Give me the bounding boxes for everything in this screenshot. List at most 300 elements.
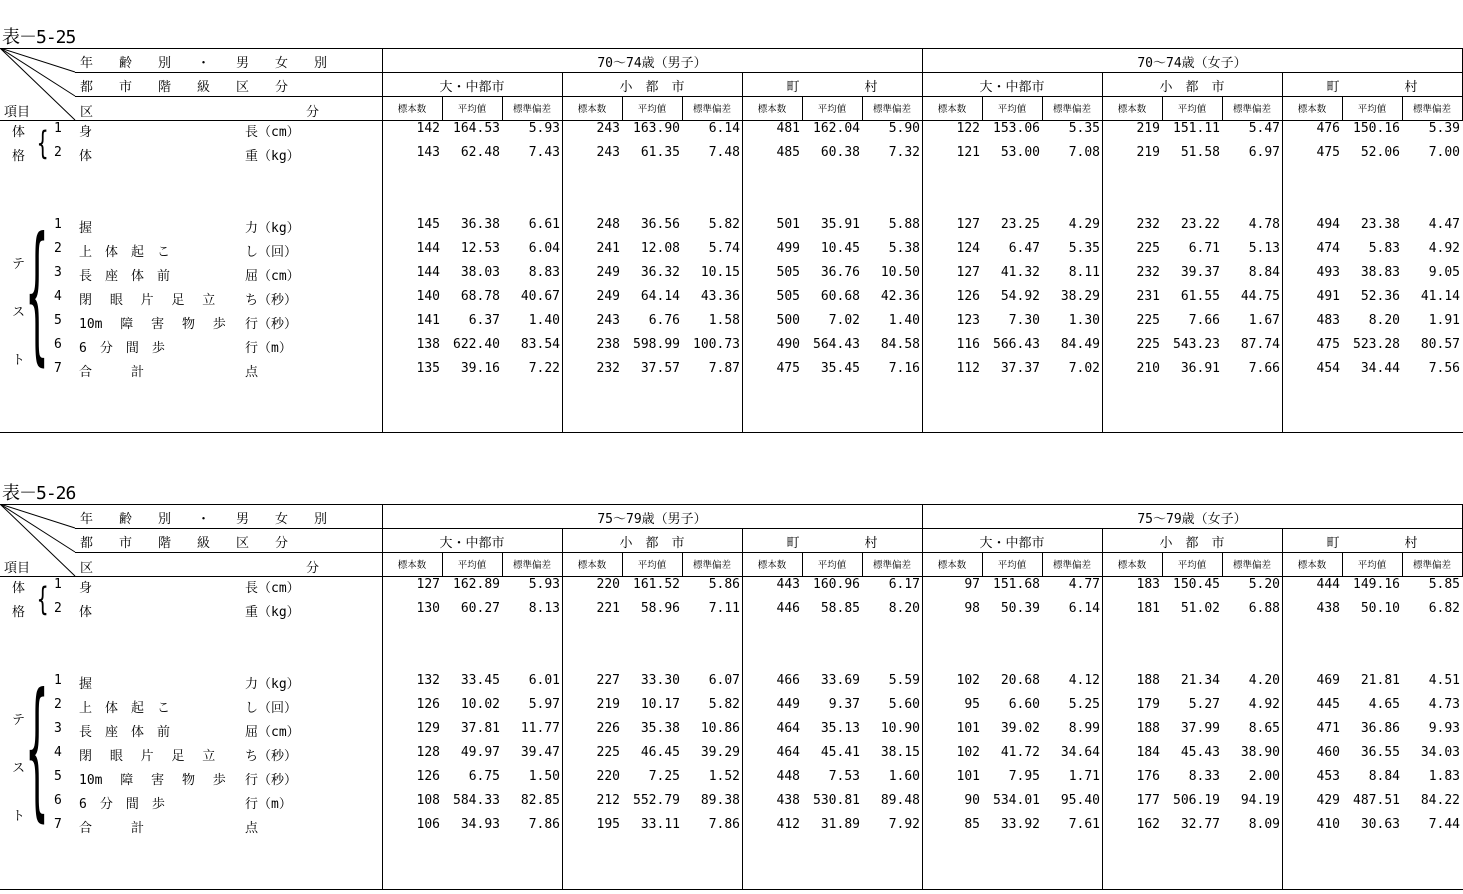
data-cell: 219 [1136,121,1160,136]
data-cell: 438 [776,793,800,808]
data-cell: 8.99 [1068,721,1100,736]
header-region: 大・中都市 [979,536,1045,551]
data-cell: 41.32 [1000,265,1040,280]
rule-line [0,889,1463,890]
data-cell: 5.27 [1188,697,1220,712]
data-cell: 10.02 [460,697,500,712]
data-cell: 464 [776,721,800,736]
data-cell: 95 [964,697,980,712]
data-cell: 39.02 [1000,721,1040,736]
data-cell: 36.55 [1360,745,1400,760]
data-cell: 1.60 [888,769,920,784]
data-cell: 142 [416,121,440,136]
data-cell: 39.47 [520,745,560,760]
rule-line [862,552,863,576]
row-item-name: 閉 眼 片 足 立 [79,749,216,764]
header-stat-col: 標準偏差 [1412,104,1451,115]
data-cell: 150.45 [1173,577,1220,592]
rule-line [75,72,1463,73]
data-cell: 35.45 [820,361,860,376]
data-cell: 4.73 [1428,697,1460,712]
data-cell: 98 [964,601,980,616]
data-cell: 37.57 [640,361,680,376]
data-cell: 38.29 [1060,289,1100,304]
data-cell: 7.61 [1068,817,1100,832]
data-cell: 184 [1136,745,1160,760]
data-cell: 5.74 [708,241,740,256]
header-stat-col: 平均値 [637,104,667,115]
data-cell: 7.48 [708,145,740,160]
row-item-name: 10m 障 害 物 歩 [79,773,226,788]
data-cell: 5.35 [1068,121,1100,136]
data-cell: 491 [1316,289,1340,304]
data-cell: 53.00 [1000,145,1040,160]
data-cell: 8.09 [1248,817,1280,832]
data-cell: 249 [596,265,620,280]
data-cell: 151.11 [1173,121,1220,136]
data-cell: 50.10 [1360,601,1400,616]
data-cell: 4.20 [1248,673,1280,688]
data-cell: 33.11 [640,817,680,832]
data-cell: 179 [1136,697,1160,712]
row-item-name: 身 [79,581,93,596]
data-cell: 37.37 [1000,361,1040,376]
data-cell: 219 [596,697,620,712]
data-cell: 87.74 [1240,337,1280,352]
rule-line [622,96,623,120]
data-cell: 7.66 [1188,313,1220,328]
data-cell: 132 [416,673,440,688]
data-cell: 505 [776,289,800,304]
data-cell: 58.96 [640,601,680,616]
row-number: 1 [54,217,62,232]
rule-line [802,552,803,576]
header-age-group: 75～79歳（男子） [597,512,707,527]
header-region: 小 都 市 [1159,80,1225,95]
header-stat-col: 標準偏差 [872,104,911,115]
data-cell: 11.77 [520,721,560,736]
data-cell: 1.52 [708,769,740,784]
data-cell: 35.38 [640,721,680,736]
rule-line [982,552,983,576]
data-cell: 1.50 [528,769,560,784]
row-number: 2 [54,145,62,160]
header-stat-col: 標本数 [397,560,427,571]
rule-line [1402,552,1403,576]
header-region: 小 都 市 [1159,536,1225,551]
data-cell: 32.77 [1180,817,1220,832]
data-cell: 60.27 [460,601,500,616]
data-cell: 225 [1136,241,1160,256]
row-number: 2 [54,697,62,712]
data-cell: 160.96 [813,577,860,592]
data-cell: 5.85 [1428,577,1460,592]
row-item-unit: 屈（cm） [245,269,300,284]
header-region: 大・中都市 [439,536,505,551]
header-stat-col: 標準偏差 [512,104,551,115]
row-number: 5 [54,313,62,328]
data-cell: 4.65 [1368,697,1400,712]
data-cell: 38.15 [880,745,920,760]
data-cell: 226 [596,721,620,736]
data-cell: 102 [956,745,980,760]
data-cell: 500 [776,313,800,328]
header-stat-col: 標準偏差 [872,560,911,571]
data-cell: 34.03 [1420,745,1460,760]
brace-icon: { [25,662,49,836]
row-item-name: 体 [79,605,93,620]
row-number: 1 [54,577,62,592]
row-item-name: 合 計 [79,821,145,836]
row-item-unit: 重（kg） [245,149,300,164]
data-cell: 4.92 [1248,697,1280,712]
header-item-label: 項目 [4,105,31,120]
data-cell: 162.04 [813,121,860,136]
row-item-unit: 点 [245,821,259,836]
data-cell: 566.43 [993,337,1040,352]
header-region: 町 村 [1326,536,1418,551]
data-cell: 52.06 [1360,145,1400,160]
data-cell: 448 [776,769,800,784]
data-cell: 36.86 [1360,721,1400,736]
data-cell: 445 [1316,697,1340,712]
data-cell: 164.53 [453,121,500,136]
rule-line [1222,552,1223,576]
data-cell: 499 [776,241,800,256]
data-cell: 243 [596,121,620,136]
row-item-unit: 長（cm） [245,581,300,596]
row-number: 3 [54,265,62,280]
data-cell: 1.40 [888,313,920,328]
data-cell: 501 [776,217,800,232]
data-cell: 469 [1316,673,1340,688]
header-stat-col: 平均値 [817,560,847,571]
data-cell: 476 [1316,121,1340,136]
rule-line [1162,552,1163,576]
data-cell: 85 [964,817,980,832]
data-cell: 122 [956,121,980,136]
row-number: 4 [54,289,62,304]
data-cell: 5.93 [528,121,560,136]
data-cell: 505 [776,265,800,280]
header-ku: 区 [80,105,94,120]
data-cell: 90 [964,793,980,808]
data-cell: 453 [1316,769,1340,784]
data-cell: 124 [956,241,980,256]
header-bun: 分 [306,105,320,120]
data-cell: 33.30 [640,673,680,688]
data-cell: 225 [1136,313,1160,328]
header-stat-col: 標本数 [1117,560,1147,571]
header-stat-col: 標本数 [937,104,967,115]
data-cell: 149.16 [1353,577,1400,592]
data-cell: 210 [1136,361,1160,376]
data-cell: 8.13 [528,601,560,616]
header-region: 大・中都市 [439,80,505,95]
header-stat-col: 平均値 [817,104,847,115]
row-item-unit: し（回） [245,701,298,716]
stats-table-block [0,28,1463,438]
data-cell: 523.28 [1353,337,1400,352]
rule-line [862,96,863,120]
rule-line [1222,96,1223,120]
data-cell: 138 [416,337,440,352]
row-item-unit: し（回） [245,245,298,260]
rule-line [1042,96,1043,120]
data-cell: 126 [956,289,980,304]
data-cell: 6.71 [1188,241,1220,256]
data-cell: 5.82 [708,697,740,712]
row-number: 2 [54,241,62,256]
header-age-group: 75～79歳（女子） [1137,512,1247,527]
data-cell: 6.97 [1248,145,1280,160]
data-cell: 126 [416,697,440,712]
data-cell: 177 [1136,793,1160,808]
rule-line [0,432,1463,433]
data-cell: 443 [776,577,800,592]
data-cell: 243 [596,313,620,328]
data-cell: 84.49 [1060,337,1100,352]
data-cell: 4.77 [1068,577,1100,592]
data-cell: 33.69 [820,673,860,688]
data-cell: 5.35 [1068,241,1100,256]
data-cell: 238 [596,337,620,352]
data-cell: 21.81 [1360,673,1400,688]
data-cell: 622.40 [453,337,500,352]
rule-line [682,552,683,576]
data-cell: 7.11 [708,601,740,616]
data-cell: 232 [596,361,620,376]
row-item-name: 上 体 起 こ [79,245,171,260]
data-cell: 7.25 [648,769,680,784]
data-cell: 475 [1316,337,1340,352]
rule-line [622,552,623,576]
row-item-unit: 行（m） [245,797,292,812]
row-number: 1 [54,673,62,688]
rule-line [75,96,1463,97]
data-cell: 5.83 [1368,241,1400,256]
data-cell: 8.11 [1068,265,1100,280]
data-cell: 112 [956,361,980,376]
data-cell: 6.37 [468,313,500,328]
data-cell: 10.15 [700,265,740,280]
row-item-name: 6 分 間 歩 [79,341,165,356]
data-cell: 143 [416,145,440,160]
header-stat-col: 標準偏差 [1232,104,1271,115]
data-cell: 43.36 [700,289,740,304]
data-cell: 460 [1316,745,1340,760]
data-cell: 108 [416,793,440,808]
data-cell: 80.57 [1420,337,1460,352]
data-cell: 5.59 [888,673,920,688]
data-cell: 68.78 [460,289,500,304]
data-cell: 9.37 [828,697,860,712]
data-cell: 60.38 [820,145,860,160]
rule-line [1342,96,1343,120]
data-cell: 145 [416,217,440,232]
data-cell: 163.90 [633,121,680,136]
header-stat-col: 標準偏差 [1052,104,1091,115]
data-cell: 49.97 [460,745,500,760]
header-stat-col: 標本数 [397,104,427,115]
data-cell: 6.82 [1428,601,1460,616]
data-cell: 543.23 [1173,337,1220,352]
data-cell: 530.81 [813,793,860,808]
data-cell: 6.47 [1008,241,1040,256]
section-label-physique: 体 格 [12,125,26,164]
data-cell: 221 [596,601,620,616]
row-number: 1 [54,121,62,136]
header-item-label: 項目 [4,561,31,576]
header-ku: 区 [80,561,94,576]
data-cell: 141 [416,313,440,328]
data-cell: 36.56 [640,217,680,232]
data-cell: 474 [1316,241,1340,256]
data-cell: 1.58 [708,313,740,328]
data-cell: 12.08 [640,241,680,256]
brace-icon: { [36,124,49,162]
data-cell: 39.37 [1180,265,1220,280]
data-cell: 121 [956,145,980,160]
header-city-class: 都 市 階 級 区 分 [80,80,289,95]
data-cell: 52.36 [1360,289,1400,304]
data-cell: 83.54 [520,337,560,352]
data-cell: 82.85 [520,793,560,808]
data-cell: 106 [416,817,440,832]
data-cell: 4.29 [1068,217,1100,232]
data-cell: 51.58 [1180,145,1220,160]
rule-line [502,552,503,576]
data-cell: 1.91 [1428,313,1460,328]
data-cell: 64.14 [640,289,680,304]
data-cell: 7.32 [888,145,920,160]
data-cell: 485 [776,145,800,160]
data-cell: 195 [596,817,620,832]
data-cell: 176 [1136,769,1160,784]
data-cell: 444 [1316,577,1340,592]
data-cell: 45.41 [820,745,860,760]
data-cell: 564.43 [813,337,860,352]
data-cell: 454 [1316,361,1340,376]
header-stat-col: 標準偏差 [512,560,551,571]
header-stat-col: 標準偏差 [1052,560,1091,571]
brace-icon: { [36,580,49,618]
rule-line [75,552,1463,553]
row-item-unit: 点 [245,365,259,380]
data-cell: 8.83 [528,265,560,280]
data-cell: 5.20 [1248,577,1280,592]
data-cell: 7.08 [1068,145,1100,160]
data-cell: 249 [596,289,620,304]
rule-line [75,528,1463,529]
data-cell: 129 [416,721,440,736]
data-cell: 162.89 [453,577,500,592]
data-cell: 5.13 [1248,241,1280,256]
data-cell: 89.38 [700,793,740,808]
data-cell: 130 [416,601,440,616]
row-item-unit: 屈（cm） [245,725,300,740]
data-cell: 44.75 [1240,289,1280,304]
row-item-name: 長 座 体 前 [79,725,171,740]
data-cell: 220 [596,577,620,592]
row-number: 3 [54,721,62,736]
data-cell: 225 [1136,337,1160,352]
data-cell: 127 [416,577,440,592]
rule-line [442,96,443,120]
data-cell: 6.14 [708,121,740,136]
data-cell: 4.47 [1428,217,1460,232]
header-region: 町 村 [1326,80,1418,95]
data-cell: 34.93 [460,817,500,832]
data-cell: 241 [596,241,620,256]
data-cell: 97 [964,577,980,592]
row-item-name: 握 [79,221,93,236]
data-cell: 7.44 [1428,817,1460,832]
rule-line [1342,552,1343,576]
header-stat-col: 標準偏差 [1412,560,1451,571]
data-cell: 46.45 [640,745,680,760]
row-item-unit: 長（cm） [245,125,300,140]
data-cell: 493 [1316,265,1340,280]
data-cell: 9.05 [1428,265,1460,280]
data-cell: 1.83 [1428,769,1460,784]
data-cell: 219 [1136,145,1160,160]
data-cell: 58.85 [820,601,860,616]
data-cell: 449 [776,697,800,712]
data-cell: 128 [416,745,440,760]
data-cell: 225 [596,745,620,760]
data-cell: 7.02 [1068,361,1100,376]
header-region: 小 都 市 [619,536,685,551]
data-cell: 490 [776,337,800,352]
header-stat-col: 標本数 [937,560,967,571]
data-cell: 12.53 [460,241,500,256]
data-cell: 1.67 [1248,313,1280,328]
data-cell: 475 [776,361,800,376]
rule-line [0,504,1463,505]
header-stat-col: 平均値 [997,560,1027,571]
row-item-unit: ち（秒） [245,749,298,764]
data-cell: 5.90 [888,121,920,136]
row-item-name: 握 [79,677,93,692]
header-stat-col: 標準偏差 [1232,560,1271,571]
rule-line [0,48,1463,49]
data-cell: 487.51 [1353,793,1400,808]
data-cell: 10.50 [880,265,920,280]
section-label-physique: 体 格 [12,581,26,620]
data-cell: 153.06 [993,121,1040,136]
data-cell: 7.22 [528,361,560,376]
header-stat-col: 平均値 [457,560,487,571]
data-cell: 116 [956,337,980,352]
rule-line [982,96,983,120]
data-cell: 10.45 [820,241,860,256]
data-cell: 7.16 [888,361,920,376]
header-age-group: 70～74歳（女子） [1137,56,1247,71]
data-cell: 8.84 [1248,265,1280,280]
data-cell: 30.63 [1360,817,1400,832]
data-cell: 127 [956,265,980,280]
header-region: 町 村 [786,80,878,95]
data-cell: 506.19 [1173,793,1220,808]
data-cell: 5.97 [528,697,560,712]
data-cell: 39.16 [460,361,500,376]
data-cell: 220 [596,769,620,784]
data-cell: 7.02 [828,313,860,328]
data-cell: 150.16 [1353,121,1400,136]
data-cell: 4.51 [1428,673,1460,688]
data-cell: 232 [1136,265,1160,280]
